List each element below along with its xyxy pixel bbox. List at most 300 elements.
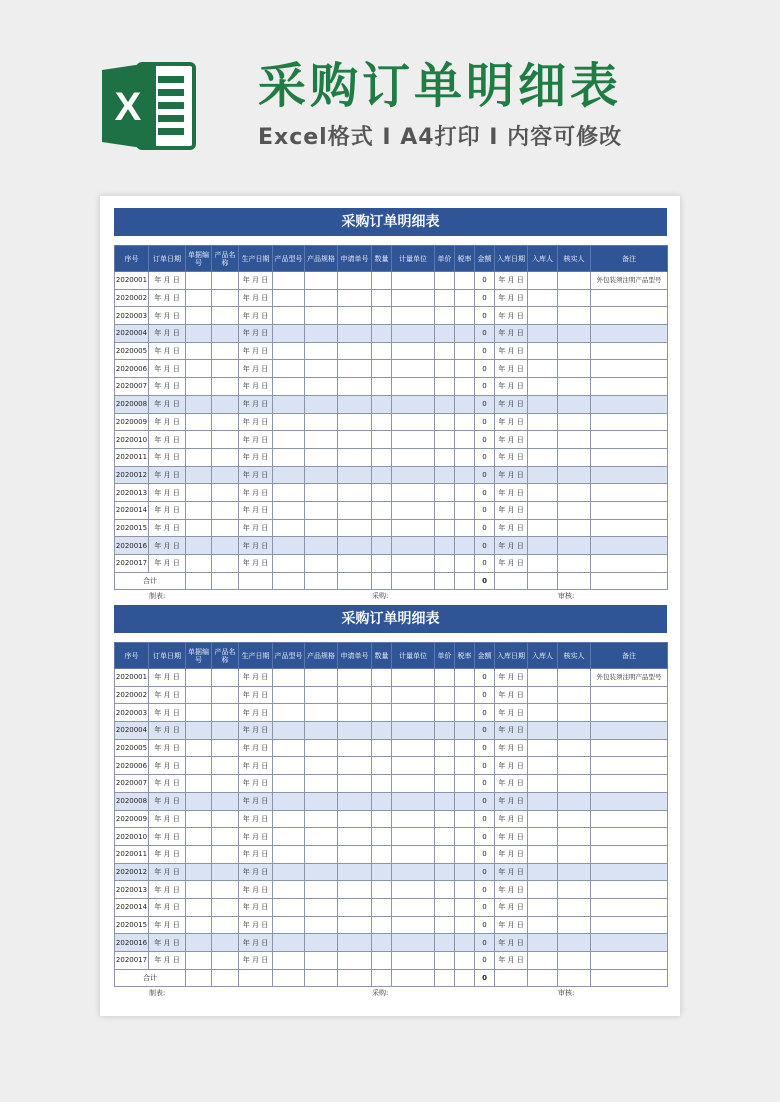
table-cell[interactable]: 年 月 日	[239, 289, 273, 307]
table-cell[interactable]	[273, 484, 305, 502]
table-cell[interactable]	[591, 342, 668, 360]
table-cell[interactable]	[186, 378, 212, 396]
table-cell[interactable]	[435, 484, 455, 502]
table-cell[interactable]	[455, 519, 475, 537]
table-cell[interactable]	[392, 704, 435, 722]
table-cell[interactable]: 年 月 日	[495, 845, 528, 863]
table-cell[interactable]	[558, 704, 591, 722]
table-cell[interactable]: 年 月 日	[149, 342, 186, 360]
table-cell[interactable]	[372, 325, 392, 343]
table-cell[interactable]	[305, 519, 338, 537]
table-cell[interactable]	[212, 898, 239, 916]
table-cell[interactable]	[305, 792, 338, 810]
table-cell[interactable]	[558, 448, 591, 466]
table-cell[interactable]	[212, 881, 239, 899]
table-cell[interactable]: 0	[475, 378, 495, 396]
table-cell[interactable]: 年 月 日	[149, 898, 186, 916]
table-cell[interactable]	[455, 669, 475, 687]
table-cell[interactable]	[186, 934, 212, 952]
table-cell[interactable]	[455, 881, 475, 899]
table-cell[interactable]: 年 月 日	[495, 792, 528, 810]
table-cell[interactable]	[435, 448, 455, 466]
table-cell[interactable]	[435, 775, 455, 793]
table-cell[interactable]	[273, 863, 305, 881]
table-cell[interactable]	[338, 898, 372, 916]
table-cell[interactable]	[372, 863, 392, 881]
table-cell[interactable]: 年 月 日	[495, 810, 528, 828]
table-cell[interactable]: 0	[475, 810, 495, 828]
table-cell[interactable]: 0	[475, 307, 495, 325]
table-cell[interactable]	[392, 792, 435, 810]
table-cell[interactable]	[305, 289, 338, 307]
table-cell[interactable]	[558, 810, 591, 828]
table-cell[interactable]: 2020007	[115, 378, 149, 396]
table-cell[interactable]	[455, 934, 475, 952]
table-cell[interactable]: 年 月 日	[495, 289, 528, 307]
table-cell[interactable]	[591, 307, 668, 325]
table-cell[interactable]	[273, 519, 305, 537]
table-cell[interactable]: 2020006	[115, 757, 149, 775]
table-cell[interactable]: 0	[475, 466, 495, 484]
table-cell[interactable]	[558, 775, 591, 793]
table-cell[interactable]: 2020006	[115, 360, 149, 378]
table-cell[interactable]: 年 月 日	[495, 413, 528, 431]
table-cell[interactable]: 0	[475, 775, 495, 793]
table-cell[interactable]: 年 月 日	[149, 307, 186, 325]
table-cell[interactable]	[186, 686, 212, 704]
table-cell[interactable]	[528, 555, 558, 573]
table-cell[interactable]: 年 月 日	[149, 360, 186, 378]
table-cell[interactable]: 0	[475, 828, 495, 846]
table-cell[interactable]	[455, 704, 475, 722]
table-cell[interactable]	[305, 845, 338, 863]
table-cell[interactable]: 年 月 日	[149, 484, 186, 502]
table-cell[interactable]	[338, 952, 372, 970]
table-cell[interactable]: 0	[475, 845, 495, 863]
table-cell[interactable]	[528, 448, 558, 466]
table-cell[interactable]	[455, 722, 475, 740]
table-cell[interactable]	[372, 810, 392, 828]
table-cell[interactable]	[591, 916, 668, 934]
table-cell[interactable]	[338, 448, 372, 466]
table-cell[interactable]	[372, 395, 392, 413]
table-cell[interactable]	[338, 431, 372, 449]
table-cell[interactable]	[186, 810, 212, 828]
table-cell[interactable]	[338, 537, 372, 555]
table-cell[interactable]	[212, 307, 239, 325]
table-cell[interactable]	[528, 792, 558, 810]
table-cell[interactable]	[305, 775, 338, 793]
table-cell[interactable]	[273, 739, 305, 757]
table-cell[interactable]	[212, 757, 239, 775]
table-cell[interactable]: 0	[475, 289, 495, 307]
table-cell[interactable]	[591, 537, 668, 555]
table-cell[interactable]: 2020014	[115, 501, 149, 519]
table-cell[interactable]	[591, 501, 668, 519]
table-cell[interactable]	[212, 448, 239, 466]
table-cell[interactable]	[212, 686, 239, 704]
table-cell[interactable]: 2020009	[115, 810, 149, 828]
table-cell[interactable]: 年 月 日	[149, 378, 186, 396]
table-cell[interactable]: 年 月 日	[149, 916, 186, 934]
table-cell[interactable]	[186, 466, 212, 484]
table-cell[interactable]: 0	[475, 934, 495, 952]
table-cell[interactable]	[455, 272, 475, 290]
table-cell[interactable]	[558, 555, 591, 573]
table-cell[interactable]: 年 月 日	[239, 395, 273, 413]
table-cell[interactable]: 年 月 日	[149, 555, 186, 573]
table-cell[interactable]: 年 月 日	[239, 537, 273, 555]
table-cell[interactable]: 0	[475, 448, 495, 466]
table-cell[interactable]	[212, 704, 239, 722]
table-cell[interactable]: 2020013	[115, 484, 149, 502]
table-cell[interactable]	[273, 413, 305, 431]
table-cell[interactable]	[372, 537, 392, 555]
table-cell[interactable]	[305, 863, 338, 881]
table-cell[interactable]	[305, 325, 338, 343]
table-cell[interactable]	[591, 739, 668, 757]
table-cell[interactable]	[455, 307, 475, 325]
table-cell[interactable]	[212, 952, 239, 970]
table-cell[interactable]	[435, 325, 455, 343]
table-cell[interactable]: 0	[475, 739, 495, 757]
table-cell[interactable]: 年 月 日	[495, 537, 528, 555]
table-cell[interactable]: 0	[475, 669, 495, 687]
table-cell[interactable]: 年 月 日	[495, 431, 528, 449]
table-cell[interactable]	[558, 272, 591, 290]
table-cell[interactable]	[186, 792, 212, 810]
table-cell[interactable]: 年 月 日	[495, 934, 528, 952]
table-cell[interactable]	[338, 289, 372, 307]
table-cell[interactable]	[186, 413, 212, 431]
table-cell[interactable]: 外包装须注明产品型号	[591, 272, 668, 290]
table-cell[interactable]: 0	[475, 704, 495, 722]
table-cell[interactable]	[435, 431, 455, 449]
table-cell[interactable]: 年 月 日	[149, 828, 186, 846]
table-cell[interactable]: 年 月 日	[239, 722, 273, 740]
table-cell[interactable]	[435, 898, 455, 916]
table-cell[interactable]: 0	[475, 484, 495, 502]
table-cell[interactable]	[338, 704, 372, 722]
table-cell[interactable]	[186, 669, 212, 687]
table-cell[interactable]	[186, 739, 212, 757]
table-cell[interactable]: 年 月 日	[495, 898, 528, 916]
table-cell[interactable]	[392, 669, 435, 687]
table-cell[interactable]	[591, 360, 668, 378]
table-cell[interactable]	[528, 686, 558, 704]
table-cell[interactable]: 0	[475, 519, 495, 537]
table-cell[interactable]: 0	[475, 501, 495, 519]
table-cell[interactable]	[338, 360, 372, 378]
table-cell[interactable]	[455, 431, 475, 449]
table-cell[interactable]: 0	[475, 555, 495, 573]
table-cell[interactable]	[435, 792, 455, 810]
table-cell[interactable]	[186, 325, 212, 343]
table-cell[interactable]	[186, 898, 212, 916]
table-cell[interactable]	[273, 881, 305, 899]
table-cell[interactable]	[212, 669, 239, 687]
table-cell[interactable]: 年 月 日	[495, 325, 528, 343]
table-cell[interactable]: 年 月 日	[239, 934, 273, 952]
table-cell[interactable]	[528, 722, 558, 740]
table-cell[interactable]: 年 月 日	[495, 952, 528, 970]
table-cell[interactable]	[186, 519, 212, 537]
table-cell[interactable]	[338, 934, 372, 952]
table-cell[interactable]	[528, 466, 558, 484]
table-cell[interactable]: 年 月 日	[495, 360, 528, 378]
table-cell[interactable]: 2020008	[115, 395, 149, 413]
table-cell[interactable]: 年 月 日	[149, 792, 186, 810]
table-cell[interactable]: 年 月 日	[239, 519, 273, 537]
table-cell[interactable]	[186, 863, 212, 881]
table-cell[interactable]	[528, 845, 558, 863]
table-cell[interactable]: 年 月 日	[495, 272, 528, 290]
table-cell[interactable]	[212, 501, 239, 519]
table-cell[interactable]	[528, 775, 558, 793]
table-cell[interactable]	[392, 828, 435, 846]
table-cell[interactable]	[455, 845, 475, 863]
table-cell[interactable]	[372, 342, 392, 360]
table-cell[interactable]	[392, 360, 435, 378]
table-cell[interactable]: 年 月 日	[495, 881, 528, 899]
table-cell[interactable]	[186, 704, 212, 722]
table-cell[interactable]	[528, 342, 558, 360]
table-cell[interactable]: 2020007	[115, 775, 149, 793]
table-cell[interactable]: 2020012	[115, 863, 149, 881]
table-cell[interactable]	[186, 722, 212, 740]
table-cell[interactable]	[273, 501, 305, 519]
table-cell[interactable]: 2020003	[115, 307, 149, 325]
table-cell[interactable]	[372, 828, 392, 846]
table-cell[interactable]	[392, 863, 435, 881]
table-cell[interactable]: 年 月 日	[149, 722, 186, 740]
table-cell[interactable]	[558, 757, 591, 775]
table-cell[interactable]	[212, 519, 239, 537]
table-cell[interactable]	[186, 828, 212, 846]
table-cell[interactable]	[212, 845, 239, 863]
table-cell[interactable]	[273, 431, 305, 449]
table-cell[interactable]: 年 月 日	[149, 325, 186, 343]
table-cell[interactable]	[558, 686, 591, 704]
table-cell[interactable]: 年 月 日	[495, 686, 528, 704]
table-cell[interactable]: 年 月 日	[239, 792, 273, 810]
table-cell[interactable]	[455, 448, 475, 466]
table-cell[interactable]	[212, 722, 239, 740]
table-cell[interactable]	[372, 466, 392, 484]
table-cell[interactable]: 2020011	[115, 448, 149, 466]
table-cell[interactable]	[305, 828, 338, 846]
table-cell[interactable]	[435, 272, 455, 290]
table-cell[interactable]	[435, 307, 455, 325]
total-value[interactable]: 0	[475, 572, 495, 590]
table-cell[interactable]	[435, 739, 455, 757]
table-cell[interactable]: 年 月 日	[149, 934, 186, 952]
table-cell[interactable]	[558, 916, 591, 934]
table-cell[interactable]	[528, 272, 558, 290]
table-cell[interactable]: 0	[475, 863, 495, 881]
table-cell[interactable]	[338, 881, 372, 899]
table-cell[interactable]	[305, 881, 338, 899]
table-cell[interactable]	[528, 828, 558, 846]
table-cell[interactable]	[186, 484, 212, 502]
table-cell[interactable]	[392, 810, 435, 828]
table-cell[interactable]: 0	[475, 686, 495, 704]
table-cell[interactable]: 年 月 日	[239, 704, 273, 722]
table-cell[interactable]: 0	[475, 881, 495, 899]
table-cell[interactable]	[528, 952, 558, 970]
table-cell[interactable]	[435, 501, 455, 519]
table-cell[interactable]	[591, 555, 668, 573]
table-cell[interactable]: 2020015	[115, 916, 149, 934]
table-cell[interactable]	[528, 863, 558, 881]
table-cell[interactable]	[528, 704, 558, 722]
table-cell[interactable]	[591, 484, 668, 502]
table-cell[interactable]	[273, 845, 305, 863]
table-cell[interactable]	[338, 272, 372, 290]
table-cell[interactable]	[305, 704, 338, 722]
table-cell[interactable]	[186, 431, 212, 449]
table-cell[interactable]	[392, 519, 435, 537]
table-cell[interactable]	[591, 289, 668, 307]
table-cell[interactable]: 年 月 日	[495, 704, 528, 722]
table-cell[interactable]: 2020017	[115, 952, 149, 970]
table-cell[interactable]	[372, 289, 392, 307]
table-cell[interactable]	[591, 413, 668, 431]
table-cell[interactable]: 年 月 日	[495, 757, 528, 775]
table-cell[interactable]	[372, 845, 392, 863]
table-cell[interactable]	[455, 828, 475, 846]
table-cell[interactable]: 0	[475, 395, 495, 413]
table-cell[interactable]	[273, 360, 305, 378]
table-cell[interactable]	[212, 272, 239, 290]
table-cell[interactable]	[435, 810, 455, 828]
table-cell[interactable]: 年 月 日	[149, 448, 186, 466]
table-cell[interactable]: 年 月 日	[495, 484, 528, 502]
table-cell[interactable]: 年 月 日	[149, 519, 186, 537]
table-cell[interactable]: 年 月 日	[239, 466, 273, 484]
table-cell[interactable]	[338, 342, 372, 360]
table-cell[interactable]	[305, 360, 338, 378]
table-cell[interactable]	[338, 669, 372, 687]
table-cell[interactable]	[273, 555, 305, 573]
table-cell[interactable]	[305, 431, 338, 449]
table-cell[interactable]: 年 月 日	[239, 757, 273, 775]
table-cell[interactable]	[372, 272, 392, 290]
table-cell[interactable]	[186, 555, 212, 573]
table-cell[interactable]	[372, 519, 392, 537]
table-cell[interactable]	[455, 289, 475, 307]
table-cell[interactable]	[435, 360, 455, 378]
table-cell[interactable]	[455, 898, 475, 916]
table-cell[interactable]	[212, 431, 239, 449]
table-cell[interactable]: 年 月 日	[239, 881, 273, 899]
table-cell[interactable]: 年 月 日	[149, 272, 186, 290]
table-cell[interactable]	[392, 466, 435, 484]
table-cell[interactable]	[455, 775, 475, 793]
table-cell[interactable]	[273, 828, 305, 846]
table-cell[interactable]	[372, 916, 392, 934]
table-cell[interactable]	[392, 307, 435, 325]
table-cell[interactable]	[392, 739, 435, 757]
table-cell[interactable]	[591, 686, 668, 704]
table-cell[interactable]	[392, 325, 435, 343]
table-cell[interactable]	[372, 775, 392, 793]
table-cell[interactable]	[212, 537, 239, 555]
table-cell[interactable]	[392, 342, 435, 360]
table-cell[interactable]	[273, 325, 305, 343]
table-cell[interactable]: 年 月 日	[495, 863, 528, 881]
table-cell[interactable]: 年 月 日	[239, 775, 273, 793]
table-cell[interactable]	[305, 272, 338, 290]
table-cell[interactable]: 2020002	[115, 289, 149, 307]
table-cell[interactable]	[528, 916, 558, 934]
table-cell[interactable]: 2020015	[115, 519, 149, 537]
table-cell[interactable]	[186, 289, 212, 307]
table-cell[interactable]	[273, 810, 305, 828]
table-cell[interactable]	[591, 722, 668, 740]
table-cell[interactable]	[273, 448, 305, 466]
table-cell[interactable]	[528, 431, 558, 449]
table-cell[interactable]	[392, 395, 435, 413]
table-cell[interactable]	[372, 360, 392, 378]
table-cell[interactable]	[455, 757, 475, 775]
table-cell[interactable]	[305, 722, 338, 740]
table-cell[interactable]	[558, 360, 591, 378]
table-cell[interactable]	[455, 810, 475, 828]
table-cell[interactable]	[455, 484, 475, 502]
table-cell[interactable]	[392, 881, 435, 899]
table-cell[interactable]: 年 月 日	[239, 669, 273, 687]
table-cell[interactable]: 年 月 日	[239, 916, 273, 934]
table-cell[interactable]	[186, 342, 212, 360]
table-cell[interactable]	[338, 828, 372, 846]
table-cell[interactable]	[455, 342, 475, 360]
table-cell[interactable]	[212, 934, 239, 952]
table-cell[interactable]	[372, 704, 392, 722]
table-cell[interactable]	[338, 810, 372, 828]
table-cell[interactable]	[186, 537, 212, 555]
table-cell[interactable]	[528, 757, 558, 775]
table-cell[interactable]: 2020016	[115, 537, 149, 555]
table-cell[interactable]: 年 月 日	[495, 395, 528, 413]
table-cell[interactable]	[435, 289, 455, 307]
table-cell[interactable]: 年 月 日	[495, 501, 528, 519]
table-cell[interactable]	[528, 360, 558, 378]
table-cell[interactable]	[186, 307, 212, 325]
table-cell[interactable]	[372, 431, 392, 449]
table-cell[interactable]: 年 月 日	[239, 360, 273, 378]
table-cell[interactable]	[392, 934, 435, 952]
table-cell[interactable]: 年 月 日	[149, 845, 186, 863]
table-cell[interactable]: 0	[475, 325, 495, 343]
table-cell[interactable]: 年 月 日	[149, 810, 186, 828]
table-cell[interactable]: 年 月 日	[149, 466, 186, 484]
table-cell[interactable]	[186, 952, 212, 970]
table-cell[interactable]	[435, 686, 455, 704]
table-cell[interactable]	[273, 952, 305, 970]
table-cell[interactable]	[455, 792, 475, 810]
table-cell[interactable]	[558, 501, 591, 519]
table-cell[interactable]	[392, 555, 435, 573]
table-cell[interactable]	[186, 501, 212, 519]
table-cell[interactable]	[273, 916, 305, 934]
table-cell[interactable]: 外包装须注明产品型号	[591, 669, 668, 687]
table-cell[interactable]: 2020005	[115, 342, 149, 360]
table-cell[interactable]: 0	[475, 413, 495, 431]
table-cell[interactable]	[528, 537, 558, 555]
table-cell[interactable]: 年 月 日	[239, 448, 273, 466]
table-cell[interactable]	[558, 739, 591, 757]
